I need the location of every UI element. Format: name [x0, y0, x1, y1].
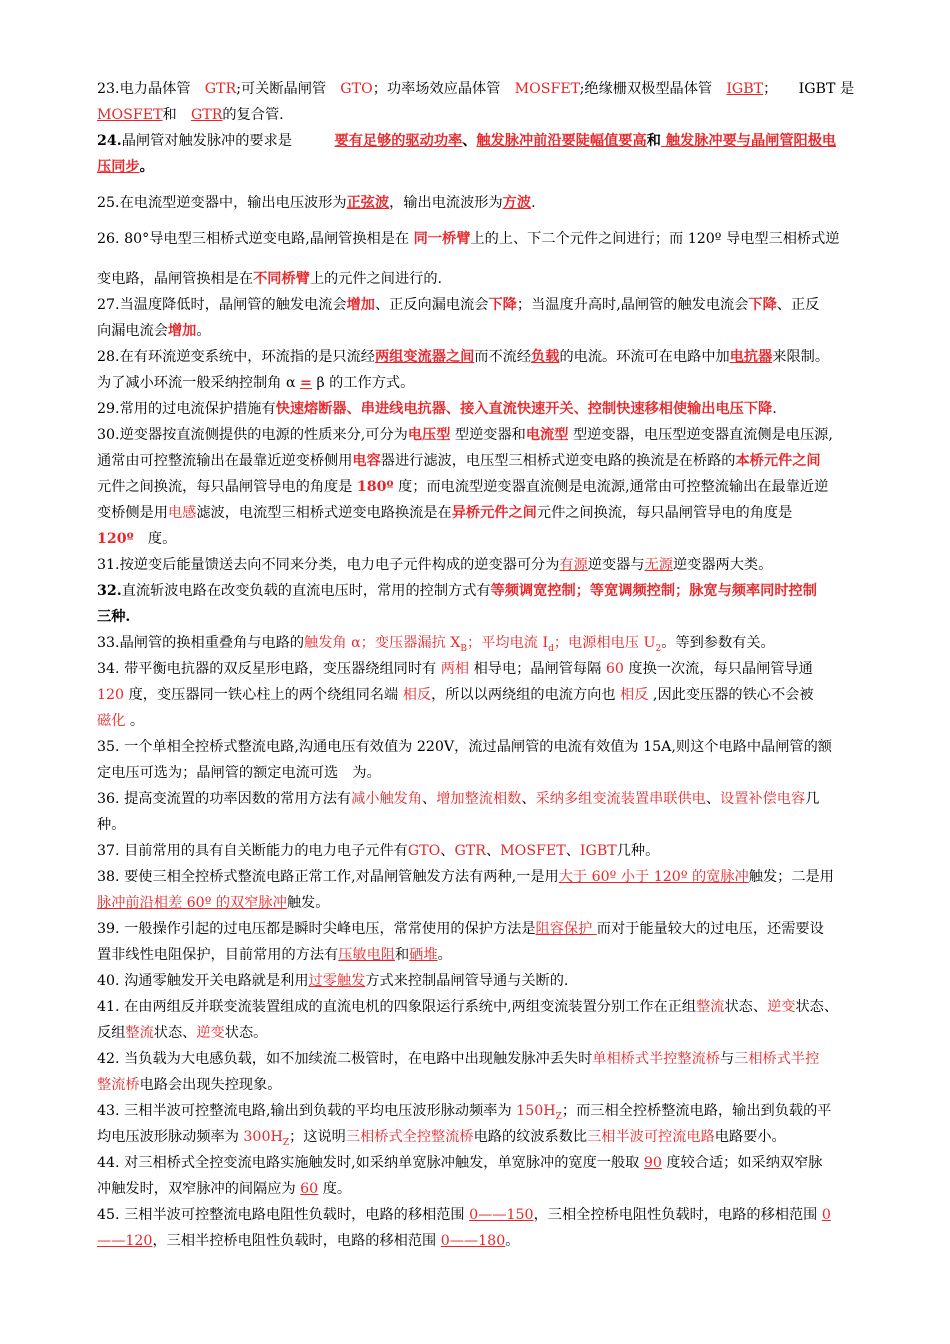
question-text: 31.按逆变后能量馈送去向不同来分类，电力电子元件构成的逆变器可分为: [97, 557, 560, 573]
text-line: [97, 1176, 903, 1202]
question-text: 来限制。: [772, 349, 830, 365]
answer-text: 压同步: [97, 159, 140, 175]
answer-text: 300H: [243, 1129, 283, 1145]
text-line: [97, 942, 903, 968]
question-text: 38. 要使三相全控桥式整流电路正常工作,对晶闸管触发方法有两种,一是用: [97, 869, 559, 885]
text-line: [97, 890, 903, 916]
question-text: 37. 目前常用的具有自关断能力的电力电子元件有: [97, 843, 408, 859]
text-line: [97, 1046, 903, 1072]
question-text: 。: [505, 1233, 520, 1249]
question-text: 、: [485, 843, 501, 859]
line-spacer: [97, 216, 903, 226]
answer-text: 采纳多组变流装置串联供电: [535, 791, 706, 807]
answer-text: 方波: [502, 195, 532, 211]
question-text: 状态、: [153, 1025, 197, 1041]
answer-text: 两相: [440, 661, 470, 677]
answer-text: MOSFET: [97, 107, 163, 123]
text-line: [97, 812, 903, 838]
question-text: ，三相全控桥电阻性负载时，电路的移相范围: [533, 1207, 822, 1223]
question-text: 28.在有环流逆变系统中，环流指的是只流经: [97, 349, 375, 365]
answer-text: 逆变: [196, 1025, 225, 1041]
question-text: ； IGBT 是: [763, 81, 855, 97]
answer-text: 24.: [97, 133, 122, 149]
answer-text: 0——180: [440, 1233, 506, 1249]
answer-text: 负载: [531, 349, 560, 365]
question-text: 而不流经: [474, 349, 532, 365]
answer-text: 相反: [620, 687, 649, 703]
question-text: 触发；二是用: [748, 869, 834, 885]
question-text: 置非线性电阻保护，目前常用的方法有: [97, 947, 339, 963]
text-line: [97, 630, 903, 656]
question-text: 45. 三相半波可控整流电路电阻性负载时，电路的移相范围: [97, 1207, 470, 1223]
question-text: 33.晶闸管的换相重叠角与电路的: [97, 635, 305, 651]
question-text: 27.当温度降低时，晶闸管的触发电流会: [97, 297, 347, 313]
answer-text: 硒堆: [409, 947, 438, 963]
answer-text: GTO: [407, 843, 441, 859]
answer-text: 电容: [352, 453, 381, 469]
text-line: [97, 604, 903, 630]
text-line: [97, 656, 903, 682]
question-text: 39. 一般操作引起的过电压都是瞬时尖峰电压，常常使用的保护方法是: [97, 921, 536, 937]
answer-text: 单相桥式半控整流桥: [592, 1051, 720, 1067]
text-line: [97, 1150, 903, 1176]
question-text: 43. 三相半波可控整流电路,输出到负载的平均电压波形脉动频率为: [97, 1103, 517, 1119]
question-text: ；而三相全控桥整流电路，输出到负载的平: [561, 1103, 832, 1119]
question-text: 变桥侧是用: [97, 505, 168, 521]
answer-text: 同一桥臂: [413, 231, 471, 247]
answer-text: 、: [462, 133, 477, 149]
question-text: ；功率场效应晶体管: [372, 81, 515, 97]
question-text: 元件之间换流，每只晶闸管导电的角度是: [97, 479, 357, 495]
question-text: ,因此变压器的铁心不会被: [648, 687, 814, 703]
question-text: 度换一次流，每只晶闸管导通: [623, 661, 813, 677]
text-line: [97, 128, 903, 154]
question-text: 上的元件之间进行的.: [309, 271, 443, 287]
question-text: 的复合管.: [222, 107, 284, 123]
text-line: [97, 968, 903, 994]
question-text: 上的上、下二个元件之间进行；而 120º 导电型三相桥式逆: [470, 231, 840, 247]
question-text: 直流斩波电路在改变负载的直流电压时，常用的控制方式有: [121, 583, 491, 599]
answer-text: B: [460, 643, 468, 654]
answer-text: IGBT: [726, 81, 764, 97]
answer-text: 电抗器: [729, 349, 773, 365]
answer-text: 逆变: [767, 999, 796, 1015]
question-text: 、: [521, 791, 536, 807]
question-text: 34. 带平衡电抗器的双反星形电路，变压器绕组同时有: [97, 661, 441, 677]
document-page: [97, 76, 903, 1254]
answer-text: 60: [300, 1181, 319, 1197]
question-text: 41. 在由两组反并联变流装置组成的直流电机的四象限运行系统中,两组变流装置分别工作在正组: [97, 999, 697, 1015]
question-text: 23.电力晶体管: [97, 81, 205, 97]
text-line: [97, 526, 903, 552]
answer-text: 两组变流器之间: [374, 349, 475, 365]
question-text: 。: [125, 713, 145, 729]
answer-text: 增加整流相数: [436, 791, 522, 807]
question-text: 状态、: [724, 999, 768, 1015]
answer-text: 150H: [516, 1103, 556, 1119]
question-text: 逆变器两大类。: [672, 557, 773, 573]
question-text: 电路要小。: [714, 1129, 786, 1145]
question-text: 逆变器与: [587, 557, 645, 573]
question-text: 反组: [97, 1025, 126, 1041]
answer-text: 下降: [748, 297, 777, 313]
question-text: 元件之间换流，每只晶闸管导电的角度是: [536, 505, 793, 521]
text-line: [97, 786, 903, 812]
question-text: 42. 当负载为大电感负载，如不加续流二极管时，在电路中出现触发脉冲丢失时: [97, 1051, 593, 1067]
text-line: [97, 154, 903, 180]
question-text: ，三相半控桥电阻性负载时，电路的移相范围: [152, 1233, 441, 1249]
question-text: 相导电；晶闸管每隔: [469, 661, 606, 677]
answer-text: ；平均电流 I: [467, 635, 549, 651]
answer-text: 整流桥: [97, 1077, 140, 1093]
question-text: 35. 一个单相全控桥式整流电路,沟通电压有效值为 220V，流过晶闸管的电流有效值为 15A,则这个电路中晶闸管的额: [97, 739, 832, 755]
text-line: [97, 864, 903, 890]
text-line: [97, 318, 903, 344]
answer-text: 压敏电阻: [338, 947, 395, 963]
answer-text: 等频调宽控制；等宽调频控制；脉宽与频率同时控制: [490, 583, 817, 599]
answer-text: 不同桥臂: [253, 271, 310, 287]
answer-text: MOSFET: [500, 843, 566, 859]
answer-text: 异桥元件之间: [451, 505, 537, 521]
question-text: 。: [196, 323, 211, 339]
question-text: 几: [805, 791, 820, 807]
answer-text: 60: [605, 661, 624, 677]
question-text: 26. 80°导电型三相桥式逆变电路,晶闸管换相是在: [97, 231, 414, 247]
question-text: 25.在电流型逆变器中，输出电压波形为: [97, 195, 347, 211]
question-text: 和: [162, 107, 191, 123]
answer-text: 减小触发角: [351, 791, 423, 807]
text-line: [97, 578, 903, 604]
answer-text: 32.: [97, 583, 122, 599]
answer-text: d: [548, 643, 554, 654]
text-line: [97, 102, 903, 128]
answer-text: 三种.: [97, 609, 131, 625]
answer-text: ——120: [97, 1233, 153, 1249]
text-line: [97, 838, 903, 864]
question-text: β 的工作方式。: [311, 375, 415, 391]
answer-text: 触发脉冲要与晶闸管阳极电: [660, 133, 837, 149]
question-text: 触发。: [286, 895, 330, 911]
text-line: [97, 1098, 903, 1124]
answer-text: 过零触发: [308, 973, 366, 989]
answer-text: 三相半波可控流电路: [587, 1129, 715, 1145]
answer-text: 120: [97, 687, 125, 703]
question-text: 的电流。环流可在电路中加: [559, 349, 730, 365]
question-text: 均电压波形脉动频率为: [97, 1129, 244, 1145]
question-text: ，输出电流波形为: [389, 195, 503, 211]
question-text: .: [772, 401, 777, 417]
answer-text: 要有足够的驱动功率: [334, 133, 463, 149]
question-text: 和: [394, 947, 410, 963]
question-text: 而对于能量较大的过电压，还需要设: [596, 921, 824, 937]
text-line: [97, 190, 903, 216]
answer-text: 触发角 α；变压器漏抗 X: [304, 635, 461, 651]
answer-text: 三相桥式全控整流桥: [345, 1129, 474, 1145]
answer-text: 整流: [696, 999, 725, 1015]
question-text: ，所以以两绕组的电流方向也: [431, 687, 621, 703]
answer-text: 电感: [167, 505, 197, 521]
text-line: [97, 708, 903, 734]
answer-text: 脉冲前沿相差 60º 的双窄脉冲: [97, 895, 287, 911]
text-line: [97, 76, 903, 102]
text-line: [97, 292, 903, 318]
answer-text: 增加: [167, 323, 197, 339]
question-text: 30.逆变器按直流侧提供的电源的性质来分,可分为: [97, 427, 408, 443]
question-text: 器进行滤波，电压型三相桥式逆变电路的换流是在桥路的: [380, 453, 736, 469]
answer-text: 电流型: [525, 427, 569, 443]
answer-text: GTR: [454, 843, 486, 859]
question-text: 、: [422, 791, 437, 807]
text-line: [97, 422, 903, 448]
text-line: [97, 474, 903, 500]
question-text: 40. 沟通零触发开关电路就是利用: [97, 973, 309, 989]
answer-text: 180º: [356, 479, 394, 495]
question-text: ；这说明: [289, 1129, 346, 1145]
question-text: 度。: [133, 531, 177, 547]
answer-text: 2: [655, 643, 662, 654]
question-text: 。: [437, 947, 452, 963]
question-text: ；当温度升高时,晶闸管的触发电流会: [516, 297, 749, 313]
answer-text: GTR: [204, 81, 237, 97]
question-text: 度较合适；如采纳双窄脉: [661, 1155, 823, 1171]
text-line: [97, 994, 903, 1020]
answer-text: 设置补偿电容: [720, 791, 806, 807]
text-line: [97, 1124, 903, 1150]
question-text: 36. 提高变流置的功率因数的常用方法有: [97, 791, 352, 807]
answer-text: 本桥元件之间: [735, 453, 821, 469]
question-text: 电路的纹波系数比: [473, 1129, 588, 1145]
question-text: 度。: [318, 1181, 352, 1197]
question-text: 、: [565, 843, 580, 859]
answer-text: 磁化: [97, 713, 126, 729]
answer-text: 三相桥式半控: [734, 1051, 820, 1067]
answer-text: Z: [555, 1111, 562, 1122]
answer-text: 电压型: [407, 427, 451, 443]
answer-text: 阻容保护: [535, 921, 597, 937]
text-line: [97, 1228, 903, 1254]
question-text: 方式来控制晶闸管导通与关断的.: [365, 973, 569, 989]
text-line: [97, 1202, 903, 1228]
question-text: 定电压可选为；晶闸管的额定电流可选 为。: [97, 765, 381, 781]
answer-text: 相反: [402, 687, 432, 703]
question-text: 几种。: [616, 843, 660, 859]
question-text: 44. 对三相桥式全控变流电路实施触发时,如采纳单宽脉冲触发，单宽脉冲的宽度一般取: [97, 1155, 644, 1171]
question-text: 度，变压器同一铁心柱上的两个绕组同名端: [124, 687, 403, 703]
text-line: [97, 396, 903, 422]
text-line: [97, 370, 903, 396]
line-spacer: [97, 252, 903, 266]
question-text: 晶闸管对触发脉冲的要求是: [121, 133, 335, 149]
question-text: 、正反: [776, 297, 820, 313]
question-text: 型逆变器和: [450, 427, 526, 443]
question-text: 电路会出现失控现象。: [139, 1077, 282, 1093]
answer-text: 触发脉冲前沿要陡幅值要高: [476, 133, 647, 149]
question-text: 滤波，电流型三相桥式逆变电路换流是在: [196, 505, 452, 521]
question-text: 。等到参数有关。: [661, 635, 775, 651]
text-line: [97, 500, 903, 526]
question-text: 29.常用的过电流保护措施有: [97, 401, 276, 417]
text-line: [97, 1020, 903, 1046]
question-text: 、: [440, 843, 455, 859]
answer-text: GTO: [340, 81, 373, 97]
answer-text: IGBT: [579, 843, 617, 859]
text-line: [97, 448, 903, 474]
line-spacer: [97, 180, 903, 190]
answer-text: 无源: [644, 557, 673, 573]
answer-text: 大于 60º 小于 120º 的宽脉冲: [558, 869, 749, 885]
text-line: [97, 226, 903, 252]
text-line: [97, 682, 903, 708]
text-line: [97, 916, 903, 942]
question-text: 通常由可控整流输出在最靠近逆变桥侧用: [97, 453, 353, 469]
answer-text: ；电源相电压 U: [553, 635, 656, 651]
answer-text: 快速熔断器、串进线电抗器、接入直流快速开关、控制快速移相使输出电压下降: [275, 401, 773, 417]
answer-text: 0——150: [469, 1207, 534, 1223]
answer-text: 有源: [559, 557, 588, 573]
question-text: 变电路，晶闸管换相是在: [97, 271, 254, 287]
question-text: 、正反向漏电流会: [374, 297, 489, 313]
question-text: 冲触发时，双窄脉冲的间隔应为: [97, 1181, 301, 1197]
answer-text: 增加: [346, 297, 375, 313]
question-text: ;绝缘栅双极型晶体管: [579, 81, 727, 97]
answer-text: 下降: [488, 297, 517, 313]
answer-text: 0: [821, 1207, 831, 1223]
question-text: 种。: [97, 817, 126, 833]
question-text: .: [531, 195, 536, 211]
question-text: 状态。: [224, 1025, 268, 1041]
answer-text: Z: [282, 1137, 290, 1148]
text-line: [97, 760, 903, 786]
question-text: ;可关断晶闸管: [236, 81, 341, 97]
question-text: 向漏电流会: [97, 323, 168, 339]
text-line: [97, 734, 903, 760]
answer-text: 90: [643, 1155, 662, 1171]
answer-text: 正弦波: [346, 195, 390, 211]
answer-text: 整流: [125, 1025, 154, 1041]
question-text: 度；而电流型逆变器直流侧是电流源,通常由可控整流输出在最靠近逆: [393, 479, 829, 495]
answer-text: 。: [139, 159, 154, 175]
text-line: [97, 552, 903, 578]
question-text: 、: [705, 791, 721, 807]
question-text: 与: [719, 1051, 735, 1067]
answer-text: GTR: [190, 107, 223, 123]
text-line: [97, 344, 903, 370]
text-line: [97, 266, 903, 292]
text-line: [97, 1072, 903, 1098]
question-text: 型逆变器，电压型逆变器直流侧是电压源,: [568, 427, 833, 443]
answer-text: 和: [646, 133, 661, 149]
answer-text: MOSFET: [514, 81, 580, 97]
answer-text: =: [300, 375, 312, 391]
answer-text: 120º: [97, 531, 134, 547]
question-text: 为了减小环流一般采纳控制角 α: [97, 375, 301, 391]
question-text: 状态、: [795, 999, 839, 1015]
